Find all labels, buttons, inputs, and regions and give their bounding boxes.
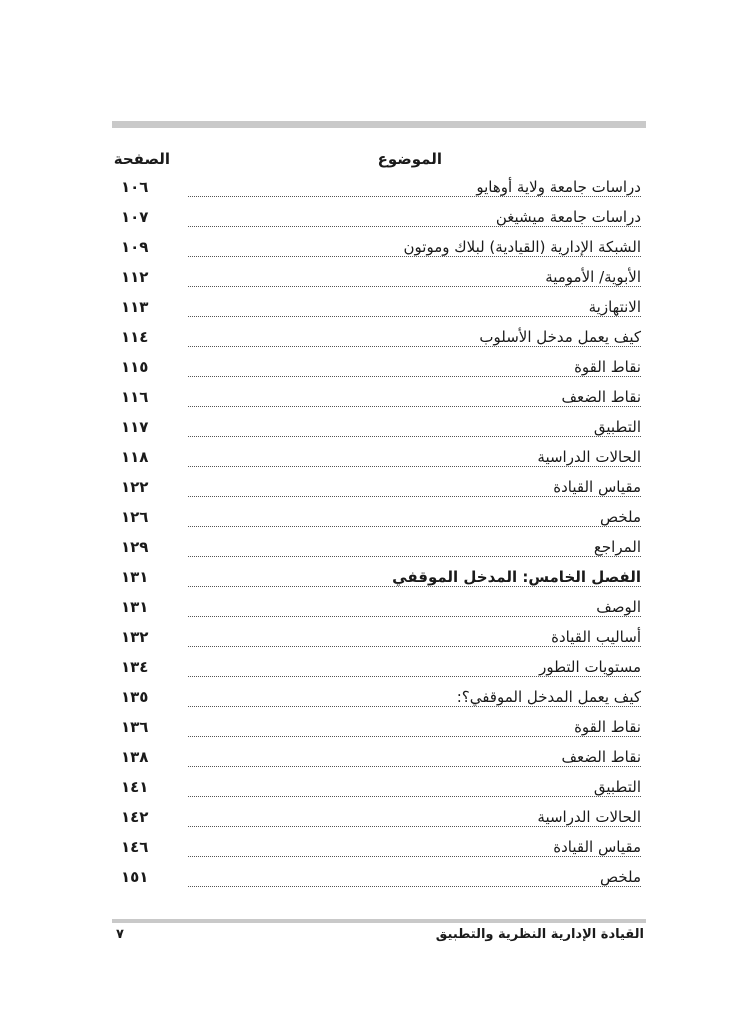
toc-entry — [112, 534, 646, 564]
toc-entry-title: مقياس القيادة — [549, 478, 641, 496]
toc-entry — [112, 234, 646, 264]
toc-entry-page: ١١٦ — [121, 388, 149, 406]
toc-entry-page: ١٣٢ — [121, 628, 149, 646]
dot-leader — [188, 676, 641, 677]
page-footer — [112, 927, 646, 949]
dot-leader — [188, 826, 641, 827]
toc-entry-page: ١٣٤ — [121, 658, 149, 676]
toc-entry-page: ١٢٩ — [121, 538, 149, 556]
dot-leader — [188, 526, 641, 527]
toc-entry-page: ١١٢ — [121, 268, 149, 286]
toc-entry — [112, 774, 646, 804]
toc-entry-page: ١٣٦ — [121, 718, 149, 736]
toc-entry — [112, 474, 646, 504]
dot-leader — [188, 886, 641, 887]
toc-entry-page: ١٤١ — [121, 778, 149, 796]
bottom-rule — [112, 919, 646, 923]
toc-chapter-entry — [112, 564, 646, 594]
toc-entry — [112, 714, 646, 744]
dot-leader — [188, 766, 641, 767]
book-title: القيادة الإدارية النظرية والتطبيق — [435, 927, 644, 942]
toc-entry — [112, 414, 646, 444]
toc-entry — [112, 804, 646, 834]
toc-entry-title: كيف يعمل المدخل الموقفي؟: — [453, 688, 641, 706]
dot-leader — [188, 406, 641, 407]
toc-entry-title: مستويات التطور — [535, 658, 641, 676]
dot-leader — [188, 736, 641, 737]
toc-entry — [112, 834, 646, 864]
toc-entry — [112, 684, 646, 714]
toc-entry-title: التطبيق — [590, 778, 641, 796]
toc-entry-title: ملخص — [596, 868, 641, 886]
toc-entry-title: نقاط القوة — [570, 358, 641, 376]
toc-entry-page: ١٠٧ — [121, 208, 149, 226]
toc-entry-title: الحالات الدراسية — [533, 448, 641, 466]
toc-entry — [112, 594, 646, 624]
toc-entry-title: دراسات جامعة ميشيغن — [492, 208, 641, 226]
dot-leader — [188, 376, 641, 377]
toc-entry — [112, 174, 646, 204]
toc-entry-title: مقياس القيادة — [549, 838, 641, 856]
top-rule — [112, 121, 646, 128]
toc-entry-page: ١١٧ — [121, 418, 149, 436]
dot-leader — [188, 316, 641, 317]
toc-entry-title: الانتهازية — [585, 298, 641, 316]
toc-entry-page: ١١٨ — [121, 448, 149, 466]
chapter-title: الفصل الخامس: المدخل الموقفي — [388, 568, 641, 586]
toc-entry — [112, 324, 646, 354]
toc-entry — [112, 384, 646, 414]
toc-entry-title: نقاط القوة — [570, 718, 641, 736]
toc-entry — [112, 744, 646, 774]
toc-entry-page: ١٣٥ — [121, 688, 149, 706]
toc-entry-title: ملخص — [596, 508, 641, 526]
toc-entry-page: ١٣٨ — [121, 748, 149, 766]
toc-entry — [112, 354, 646, 384]
toc-entry — [112, 504, 646, 534]
dot-leader — [188, 466, 641, 467]
dot-leader — [188, 226, 641, 227]
dot-leader — [188, 346, 641, 347]
dot-leader — [188, 496, 641, 497]
toc-entry-page: ١٤٦ — [121, 838, 149, 856]
dot-leader — [188, 616, 641, 617]
dot-leader — [188, 556, 641, 557]
toc-entry-page: ١٣١ — [121, 568, 149, 586]
toc-entry — [112, 624, 646, 654]
toc-entry-title: نقاط الضعف — [558, 388, 641, 406]
dot-leader — [188, 586, 641, 587]
toc-entry-page: ١١٤ — [121, 328, 149, 346]
dot-leader — [188, 256, 641, 257]
dot-leader — [188, 796, 641, 797]
toc-entry-page: ١٢٢ — [121, 478, 149, 496]
toc-entry-page: ١٠٦ — [121, 178, 149, 196]
toc-entry-title: التطبيق — [590, 418, 641, 436]
page-column-header: الصفحة — [113, 150, 170, 168]
dot-leader — [188, 646, 641, 647]
toc-entry-title: كيف يعمل مدخل الأسلوب — [475, 328, 641, 346]
dot-leader — [188, 196, 641, 197]
toc-entry-page: ١٤٢ — [121, 808, 149, 826]
toc-entry-page: ١٥١ — [121, 868, 149, 886]
topic-column-header: الموضوع — [377, 150, 442, 168]
dot-leader — [188, 286, 641, 287]
table-of-contents — [112, 174, 646, 894]
toc-entry — [112, 864, 646, 894]
toc-entry — [112, 204, 646, 234]
toc-entry — [112, 294, 646, 324]
toc-entry-title: دراسات جامعة ولاية أوهايو — [472, 178, 641, 196]
toc-entry-page: ١٠٩ — [121, 238, 149, 256]
toc-entry — [112, 444, 646, 474]
toc-entry-title: أساليب القيادة — [547, 628, 641, 646]
toc-entry-title: الشبكة الإدارية (القيادية) لبلاك وموتون — [400, 238, 641, 256]
toc-entry-page: ١٣١ — [121, 598, 149, 616]
page-number: ٧ — [116, 927, 124, 942]
toc-entry-title: الحالات الدراسية — [533, 808, 641, 826]
toc-entry-page: ١٢٦ — [121, 508, 149, 526]
dot-leader — [188, 856, 641, 857]
toc-column-headers — [112, 150, 646, 174]
toc-entry — [112, 654, 646, 684]
toc-entry-title: المراجع — [590, 538, 641, 556]
dot-leader — [188, 436, 641, 437]
toc-entry-title: الوصف — [592, 598, 641, 616]
toc-entry-title: نقاط الضعف — [558, 748, 641, 766]
toc-entry — [112, 264, 646, 294]
toc-entry-title: الأبوية/ الأمومية — [541, 268, 641, 286]
toc-entry-page: ١١٥ — [121, 358, 149, 376]
toc-entry-page: ١١٣ — [121, 298, 149, 316]
dot-leader — [188, 706, 641, 707]
